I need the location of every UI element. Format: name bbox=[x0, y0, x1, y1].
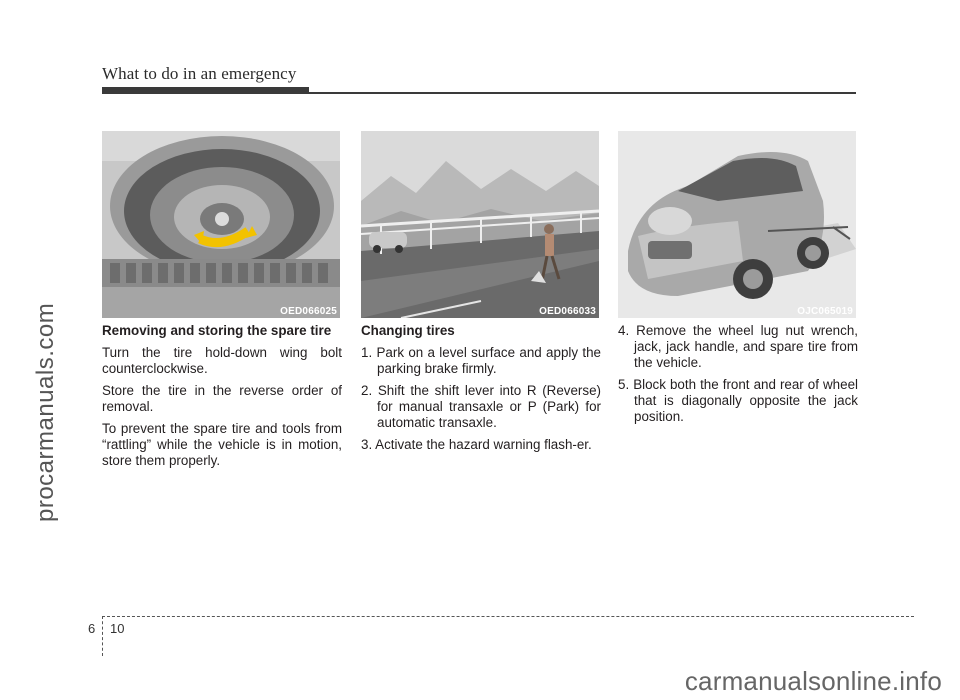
bottom-watermark: carmanualsonline.info bbox=[684, 666, 942, 696]
car-tools-drawing bbox=[618, 131, 856, 318]
car-tools-illustration bbox=[618, 131, 856, 318]
figure-code: OED066033 bbox=[539, 306, 596, 317]
figure-code: OED066025 bbox=[280, 306, 337, 317]
chapter-number: 6 bbox=[88, 621, 96, 636]
column-spare-tire bbox=[102, 323, 342, 475]
column-continued-steps bbox=[618, 323, 858, 431]
roadside-illustration bbox=[361, 131, 599, 318]
side-watermark: procarmanuals.com bbox=[32, 302, 59, 522]
section-title: What to do in an emergency bbox=[102, 64, 297, 83]
list-item: 1. Park on a level surface and apply the parking brake firmly. bbox=[361, 345, 601, 376]
list-item: 2. Shift the shift lever into R (Reverse) for manual transaxle or P (Park) for automatic transaxle. bbox=[361, 383, 601, 430]
list-item: 5. Block both the front and rear of wheel that is diagonally opposite the jack position. bbox=[618, 377, 858, 424]
section-heading: Removing and storing the spare tire bbox=[102, 323, 332, 338]
spare-tire-illustration bbox=[102, 131, 340, 318]
roadside-drawing bbox=[361, 131, 599, 318]
header-rule bbox=[102, 92, 856, 94]
figure-code: OJC065019 bbox=[797, 306, 853, 317]
paragraph: Store the tire in the reverse order of removal. bbox=[102, 383, 342, 414]
column-changing-tires bbox=[361, 323, 601, 459]
footer-rule bbox=[102, 616, 914, 617]
paragraph: Turn the tire hold-down wing bolt counterclockwise. bbox=[102, 345, 342, 376]
page-number: 10 bbox=[110, 621, 125, 636]
list-item: 3. Activate the hazard warning flash-er. bbox=[361, 437, 592, 452]
list-item: 4. Remove the wheel lug nut wrench, jack, jack handle, and spare tire from the vehicle. bbox=[618, 323, 858, 370]
paragraph: To prevent the spare tire and tools from “rattling” while the vehicle is in motion, store them properly. bbox=[102, 421, 342, 468]
section-heading: Changing tires bbox=[361, 323, 455, 338]
spare-tire-drawing bbox=[102, 131, 340, 318]
footer-divider bbox=[102, 616, 103, 656]
